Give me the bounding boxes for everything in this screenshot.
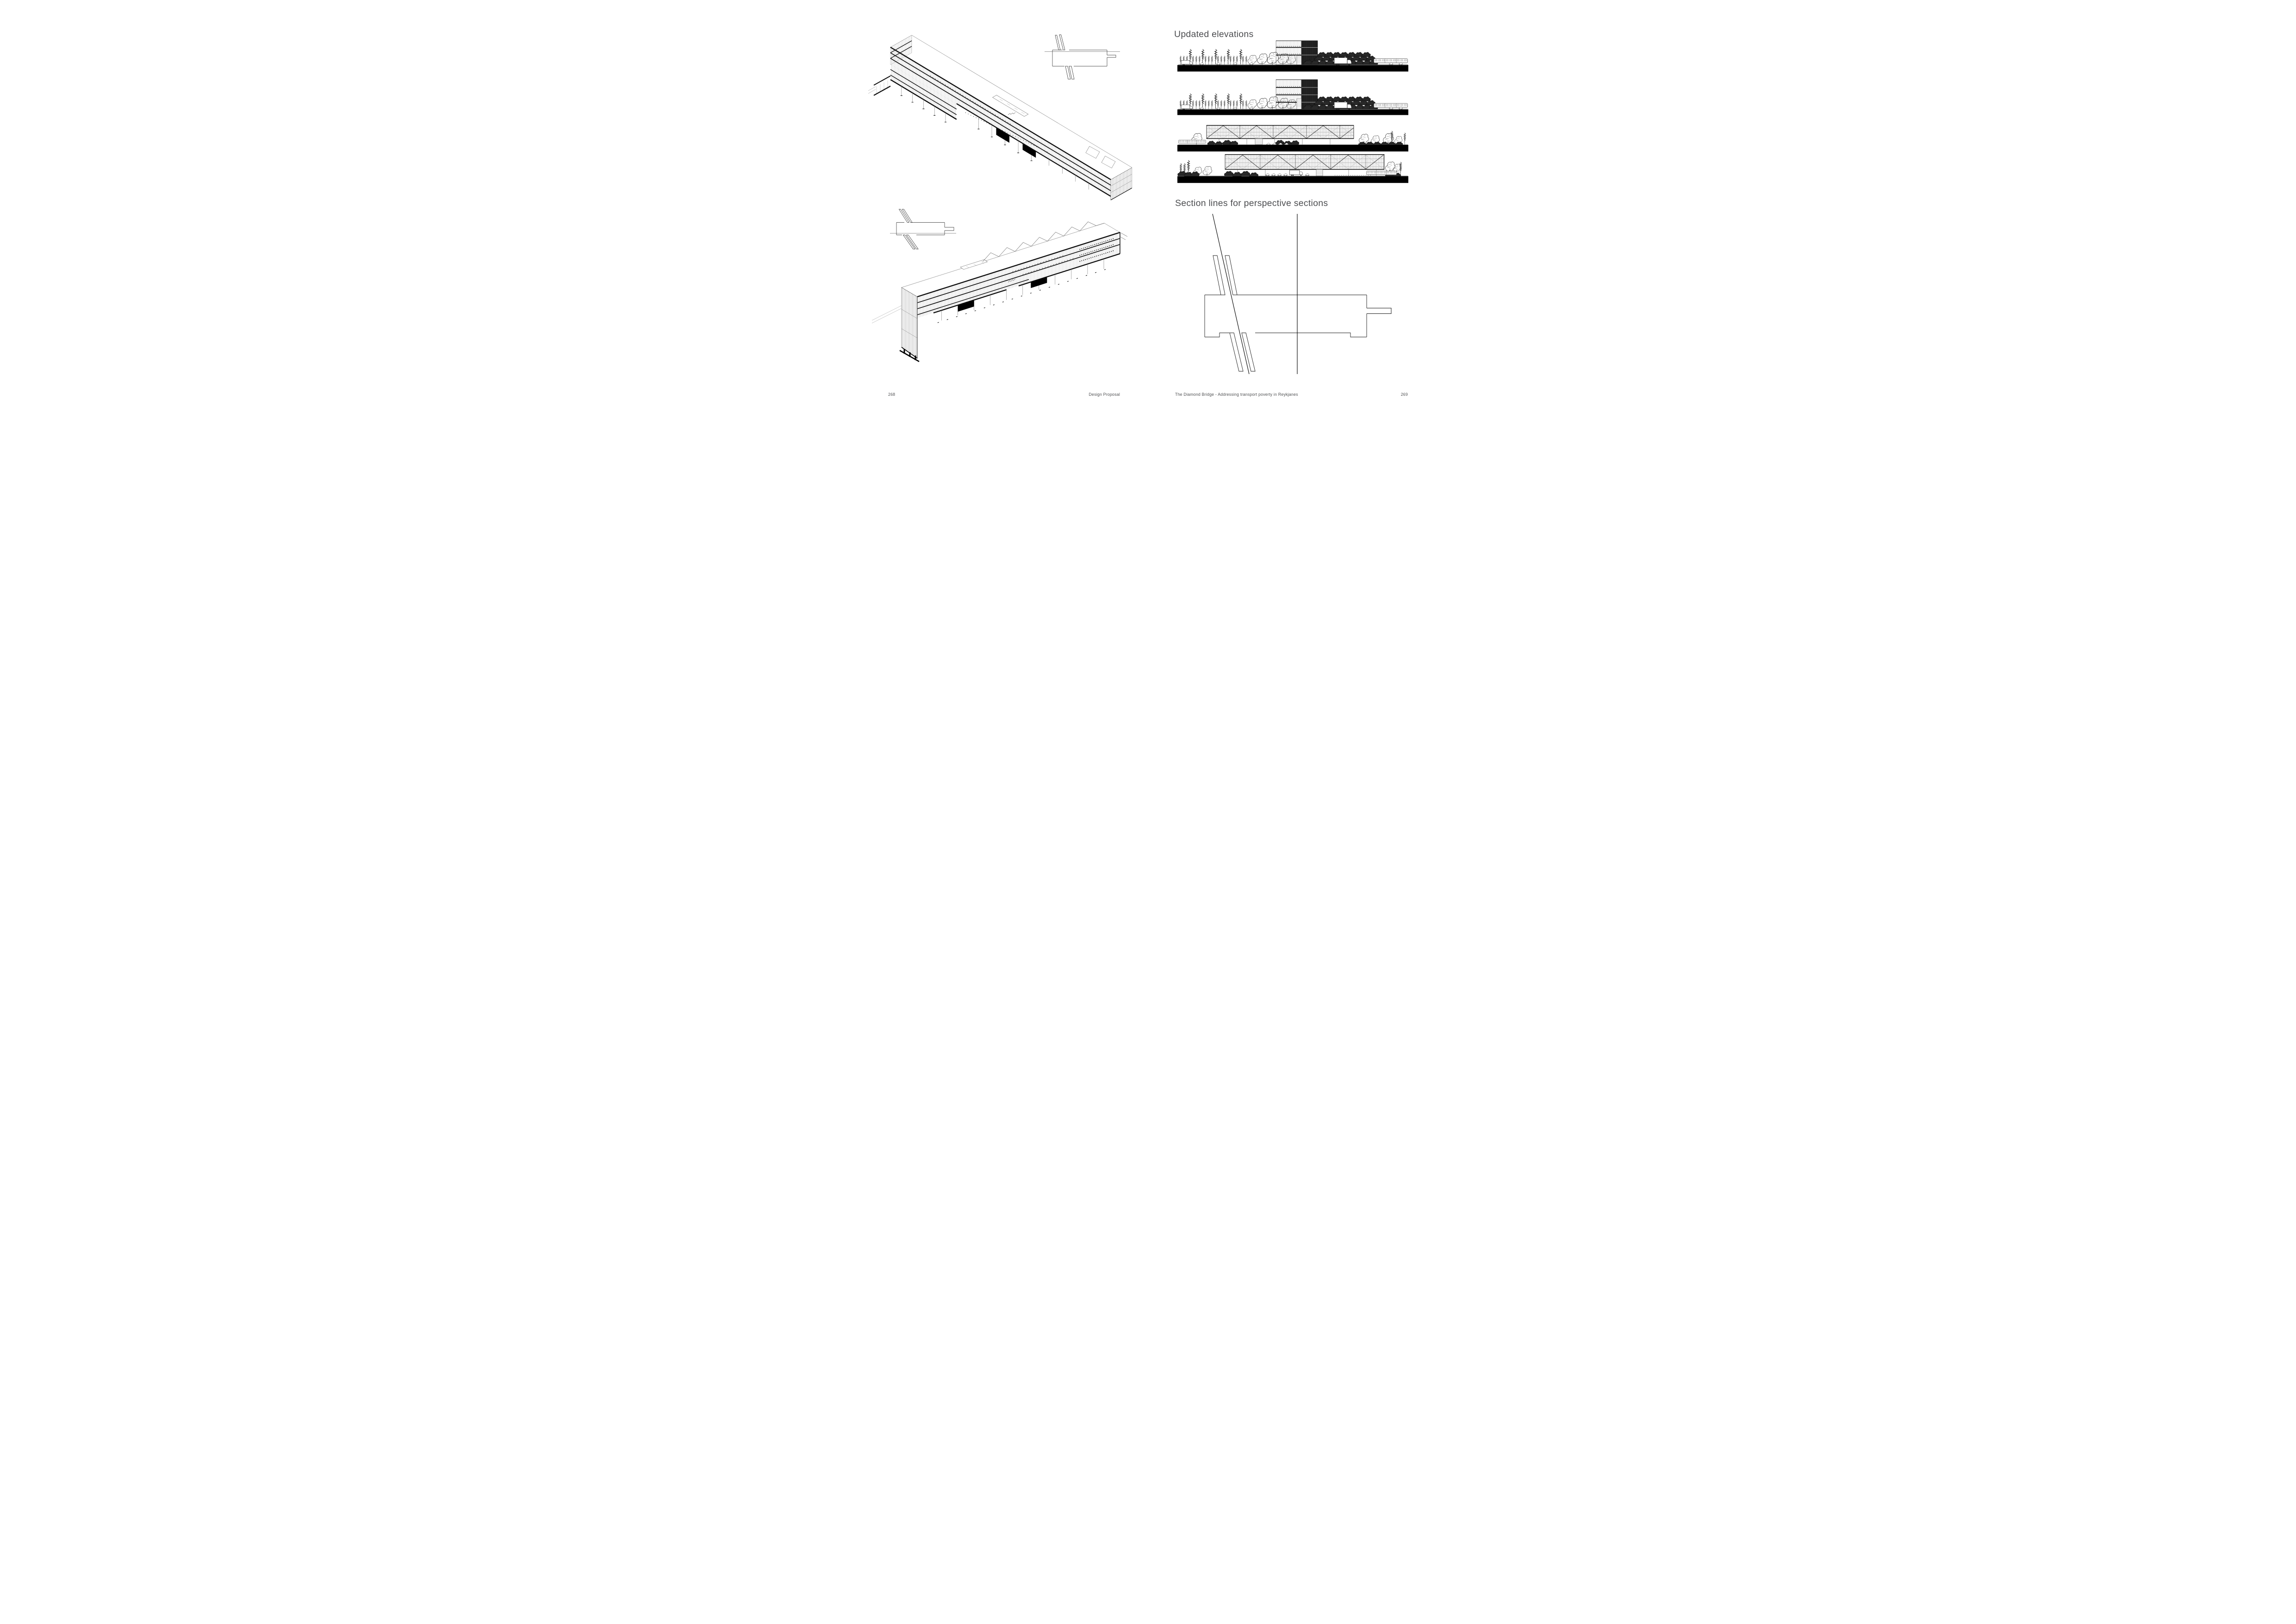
train [1178,140,1206,144]
bridge-plan-outline [1205,256,1391,371]
key-plan-icon-top [1040,30,1126,81]
section-line-diagonal [1213,214,1249,374]
bridge-building [1225,155,1384,170]
bridge-plan-outline [1052,35,1116,79]
page-right [1148,0,1435,406]
truck [1289,170,1302,175]
elevation-drawing-1 [1177,39,1409,72]
glazed-end-gable [900,287,919,362]
ground-bar [1177,109,1408,115]
ground-bar [1177,176,1408,183]
left-annex [868,76,890,95]
plan-east-tab [1107,55,1116,57]
vehicles [1266,170,1397,176]
page-number: 269 [1400,392,1408,397]
road-strip [1242,333,1255,371]
road-strip [902,209,913,223]
footer-project-label: The Diamond Bridge - Addressing transport poverty in Reykjanes [1175,392,1298,397]
plan-east-tab [1367,308,1391,314]
ground-bar [1177,65,1408,71]
stair-shaft [1297,99,1301,109]
page-number: 268 [888,392,896,397]
stair-louver-box [1255,139,1263,145]
road-strip [1069,66,1074,79]
road-strip [1225,256,1237,295]
road-strip [1055,35,1060,50]
train [1374,59,1407,63]
elevation-drawing-4 [1177,149,1409,184]
train [1366,171,1396,175]
elevations-title: Updated elevations [1174,29,1254,39]
sections-title: Section lines for perspective sections [1175,198,1328,208]
road-strip [1059,35,1065,50]
road-strip [899,209,909,223]
elevation-drawing-3 [1177,125,1409,152]
axonometric-cutaway-bottom-drawing [865,221,1132,384]
train [1374,103,1407,107]
portfolio-spread [861,0,1435,406]
footer-section-label: Design Proposal [1089,392,1120,397]
elevation-drawing-2 [1177,79,1409,115]
page-left [861,0,1148,406]
section-lines-plan [1148,211,1435,380]
bridge-building [1207,125,1354,139]
road-strip [1065,66,1070,79]
road-stub [872,306,902,323]
